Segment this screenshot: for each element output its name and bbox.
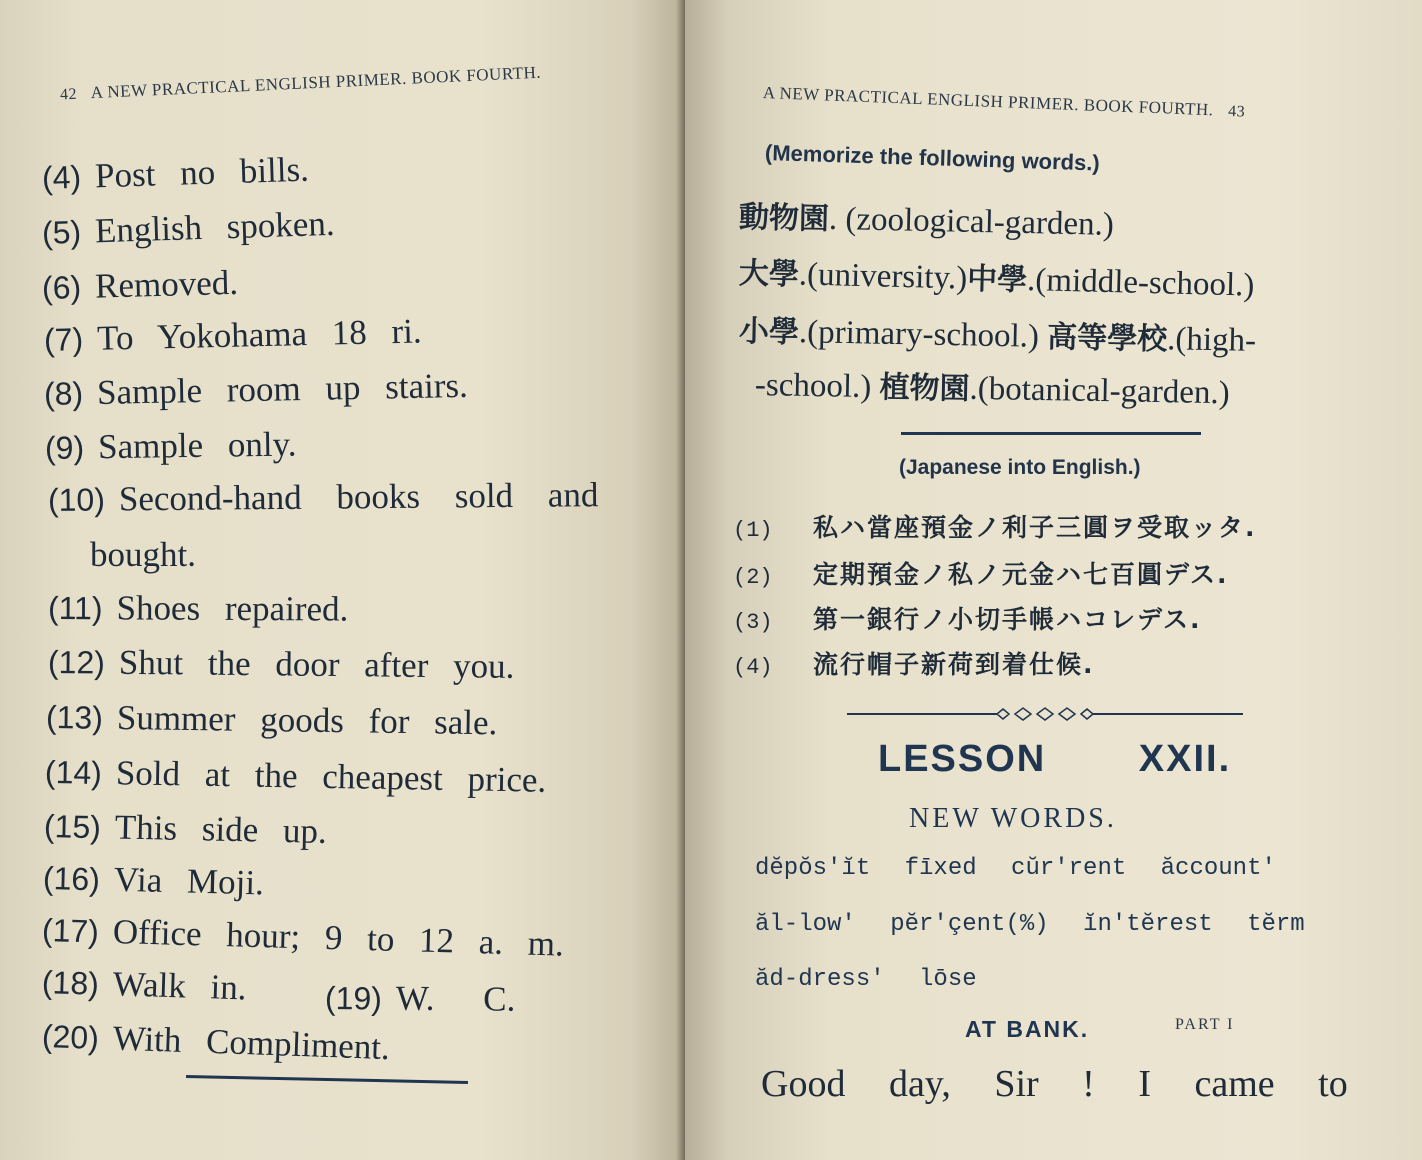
translation-number: (2) <box>733 565 773 590</box>
english-gloss: .(botanical-garden.) <box>969 370 1231 412</box>
running-head-title-left: A NEW PRACTICAL ENGLISH PRIMER. BOOK FOURTH. <box>90 62 542 103</box>
item-number: (9) <box>44 429 85 466</box>
list-item <box>45 424 297 468</box>
item-text: Sample only. <box>97 424 297 467</box>
vocab-line <box>739 306 1257 360</box>
item-text: Second-hand books sold and <box>118 475 599 519</box>
section-heading: AT BANK. <box>965 1016 1090 1042</box>
item-number: (13) <box>45 699 104 736</box>
english-gloss: .(high- <box>1166 321 1257 359</box>
item-number: (4) <box>41 158 82 196</box>
right-page <box>685 0 1422 1160</box>
item-text: Post no bills. <box>94 149 310 196</box>
item-text: English spoken. <box>94 203 336 251</box>
item-text: Shoes repaired. <box>116 588 349 629</box>
ornamental-divider <box>847 706 1243 722</box>
list-item <box>45 752 547 801</box>
translation-item <box>733 508 1257 544</box>
item-number: (20) <box>41 1018 100 1056</box>
translation-item <box>733 600 1202 636</box>
english-gloss: . (zoological-garden.) <box>828 200 1115 243</box>
list-item <box>43 858 265 903</box>
vocab-word-row: dĕpŏs'ĭt fīxed cŭr'rent ăccount' <box>755 855 1276 882</box>
running-head-right <box>763 83 1256 122</box>
list-item <box>41 1016 390 1068</box>
section-rule <box>901 432 1201 435</box>
memorize-heading: (Memorize the following words.) <box>764 140 1101 176</box>
item-number: (11) <box>47 590 103 627</box>
lesson-title: LESSON XXII. <box>878 738 1232 780</box>
list-item <box>41 150 309 198</box>
translation-text: 定期預金ノ私ノ元金ハ七百圓デス. <box>813 560 1229 589</box>
vocab-line <box>739 192 1115 244</box>
list-item-inline <box>325 978 516 1020</box>
page-number-left: 42 <box>59 85 78 104</box>
translation-number: (1) <box>733 518 773 543</box>
kanji-term: 中學 <box>966 261 1028 299</box>
kanji-term: 大學 <box>738 256 800 293</box>
item-number: (19) <box>324 980 383 1017</box>
item-text: To Yokohama 18 ri. <box>96 311 423 358</box>
item-number: (7) <box>43 321 84 358</box>
section-rule <box>186 1075 468 1084</box>
vocab-word-row: ăl-low' pĕr'çent(%) ĭn'tĕrest tĕrm <box>755 911 1305 938</box>
list-item <box>44 311 423 360</box>
item-number: (16) <box>42 860 101 898</box>
vocab-word-row: ăd-dress' lōse <box>755 966 977 993</box>
item-number: (8) <box>43 375 84 412</box>
kanji-term: 小學 <box>738 314 800 351</box>
translation-heading: (Japanese into English.) <box>899 456 1141 479</box>
item-text: Sample room up stairs. <box>96 365 469 412</box>
item-text: Sold at the cheapest price. <box>115 753 547 800</box>
vocab-line <box>738 248 1255 305</box>
list-item <box>41 910 564 965</box>
running-head-left <box>50 63 542 105</box>
list-item <box>41 962 247 1008</box>
item-number: (18) <box>41 964 100 1002</box>
list-item <box>48 642 515 687</box>
item-number: (12) <box>47 644 106 681</box>
body-text: Good day, Sir ! I came to <box>761 1063 1348 1105</box>
item-text: With Compliment. <box>112 1018 391 1068</box>
item-text: Shut the door after you. <box>118 642 515 686</box>
left-page <box>0 0 685 1160</box>
english-gloss: .(primary-school.) <box>798 314 1048 355</box>
list-item <box>41 204 335 253</box>
translation-item <box>733 555 1229 591</box>
list-item <box>44 806 328 852</box>
item-text: Via Moji. <box>113 859 265 903</box>
list-item-continuation <box>90 535 196 575</box>
item-number: (17) <box>41 912 100 950</box>
english-gloss: .(middle-school.) <box>1026 262 1255 304</box>
item-number: (15) <box>43 808 102 846</box>
item-text: Office hour; 9 to 12 a. m. <box>112 911 565 964</box>
english-gloss: .(university.) <box>798 256 968 297</box>
vocab-line <box>755 360 1231 412</box>
item-number: (6) <box>41 268 82 306</box>
item-text: Summer goods for sale. <box>116 697 498 743</box>
kanji-term: 植物園 <box>879 370 970 407</box>
item-number: (14) <box>44 754 103 791</box>
list-item <box>41 263 238 308</box>
list-item <box>48 588 349 630</box>
item-number: (5) <box>41 213 82 251</box>
list-item <box>48 475 599 520</box>
translation-text: 私ハ當座預金ノ利子三圓ヲ受取ッタ. <box>813 513 1257 542</box>
item-text: Removed. <box>94 262 239 306</box>
new-words-heading: NEW WORDS. <box>909 803 1117 834</box>
page-number-right: 43 <box>1227 102 1246 121</box>
part-label: PART I <box>1175 1016 1235 1033</box>
translation-number: (4) <box>733 655 773 680</box>
item-text: This side up. <box>114 807 328 851</box>
translation-text: 流行帽子新荷到着仕候. <box>813 650 1095 679</box>
running-head-title-right: A NEW PRACTICAL ENGLISH PRIMER. BOOK FOURTH. <box>762 83 1214 120</box>
kanji-term: 動物園 <box>738 200 830 237</box>
list-item <box>44 366 469 414</box>
translation-item <box>733 645 1095 681</box>
list-item <box>46 697 498 743</box>
translation-text: 第一銀行ノ小切手帳ハコレデス. <box>813 605 1202 634</box>
item-text: W. C. <box>395 978 516 1019</box>
kanji-term: 高等學校 <box>1046 319 1168 358</box>
translation-number: (3) <box>733 610 773 635</box>
english-gloss: -school.) <box>754 367 880 406</box>
item-text: Walk in. <box>112 964 248 1008</box>
item-number: (10) <box>47 481 106 518</box>
item-text: bought. <box>90 535 196 574</box>
